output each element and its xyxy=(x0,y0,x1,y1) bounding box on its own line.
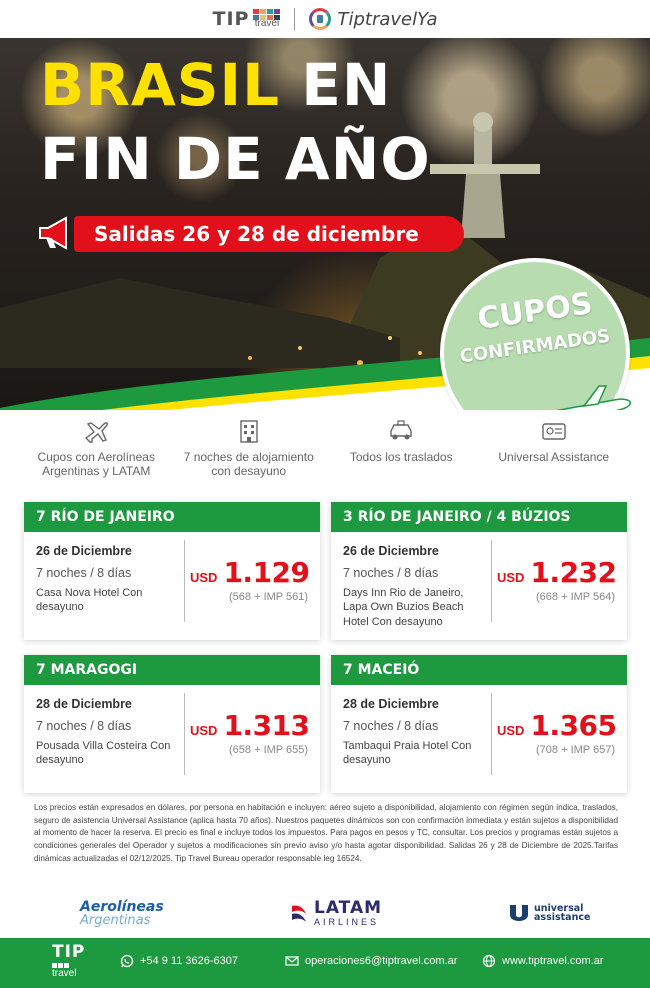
hero-banner xyxy=(0,38,650,410)
package-card[interactable] xyxy=(24,502,320,640)
hero-title-en: EN xyxy=(301,51,392,119)
badge-line1: CUPOS xyxy=(475,286,595,337)
latam-airlines-logo[interactable] xyxy=(290,895,382,931)
feature-item xyxy=(478,418,631,488)
package-body xyxy=(331,532,627,640)
package-title: 3 RÍO DE JANEIRO / 4 BÚZIOS xyxy=(331,502,627,532)
package-separator xyxy=(184,693,185,775)
header-divider xyxy=(294,8,295,30)
package-price xyxy=(497,709,623,756)
latam-mark-icon xyxy=(290,902,308,924)
feature-item xyxy=(173,418,326,488)
tip-logo-text: TIP xyxy=(212,8,250,30)
legal-disclaimer: Los precios están expresados en dólares, por persona en habitación e incluyen: aéreo sujeto a disponibilidad, alojamiento con régimen según indica, traslados, seguro de asistencia Universal Assistance (aplica hasta 70 años). Nuestros paquetes dinámicos son con confirmación inmediata y están sujetos a disponibilidad al momento de hacer la reserva. El precio es final e incluye todos los impuestos. Para pagos en pesos y TC, consultar. Los precios y programas están sujetos a condiciones generales del Operador y sujetos a modificaciones sin previo aviso y/o hasta agotar disponibilidad. Salidas 26 y 28 de Diciembre de 2025.Tarifas dinámicas actualizadas el 02/12/2025. Tip Travel Bureau operador responsable leg 16524. xyxy=(34,803,618,863)
package-card[interactable] xyxy=(331,655,627,793)
insurance-card-icon xyxy=(540,418,568,444)
car-icon xyxy=(387,418,415,444)
package-date: 28 de Diciembre xyxy=(36,697,132,711)
airplane-icon xyxy=(82,418,110,444)
tip-travel-logo[interactable] xyxy=(213,8,281,30)
package-date: 26 de Diciembre xyxy=(343,544,439,558)
feature-item xyxy=(20,418,173,488)
universal-assistance-mark-icon xyxy=(508,903,530,923)
package-body xyxy=(331,685,627,793)
email-contact[interactable] xyxy=(285,954,457,968)
latam-logo-line2: AIRLINES xyxy=(314,916,380,927)
price-value: 1.232 xyxy=(530,556,617,589)
airplane-icon xyxy=(544,382,634,410)
aerolineas-logo-line1: Aerolíneas xyxy=(80,898,164,915)
website-link[interactable] xyxy=(482,954,603,968)
tiptravelya-logo-icon xyxy=(309,8,331,30)
package-body xyxy=(24,685,320,793)
hotel-icon xyxy=(235,418,263,444)
phone-number: +54 9 11 3626-6307 xyxy=(140,955,238,967)
footer-tip-logo[interactable] xyxy=(52,944,85,979)
aerolineas-argentinas-logo[interactable] xyxy=(80,895,164,931)
ribbon-text: Salidas 26 y 28 de diciembre xyxy=(94,222,419,246)
price-currency: USD xyxy=(497,723,525,738)
package-date: 26 de Diciembre xyxy=(36,544,132,558)
package-nights: 7 noches / 8 días xyxy=(36,719,132,733)
package-separator xyxy=(491,540,492,622)
footer-logo-subtext: travel xyxy=(52,968,77,979)
package-hotel: Tambaqui Praia Hotel Con desayuno xyxy=(343,740,472,767)
tiptravelya-logo[interactable] xyxy=(309,8,437,30)
whatsapp-contact[interactable] xyxy=(120,954,238,968)
website-url: www.tiptravel.com.ar xyxy=(502,955,604,967)
ua-logo-line1: universal xyxy=(534,902,584,914)
package-nights: 7 noches / 8 días xyxy=(343,566,439,580)
price-breakdown: (568 + IMP 561) xyxy=(229,591,308,603)
package-title: 7 MACEIÓ xyxy=(331,655,627,685)
tiptravelya-logo-text: TiptravelYa xyxy=(337,8,438,30)
price-breakdown: (708 + IMP 657) xyxy=(536,744,615,756)
package-date: 28 de Diciembre xyxy=(343,697,439,711)
feature-text: Todos los traslados xyxy=(349,450,453,464)
price-breakdown: (658 + IMP 655) xyxy=(229,744,308,756)
email-icon xyxy=(285,954,299,968)
hero-title-line2: FIN DE AÑO xyxy=(40,125,431,193)
price-value: 1.129 xyxy=(223,556,310,589)
package-card[interactable] xyxy=(24,655,320,793)
package-card[interactable] xyxy=(331,502,627,640)
package-hotel: Days Inn Rio de Janeiro, Lapa Own Buzios Beach Hotel Con desayuno xyxy=(343,587,464,628)
package-price xyxy=(190,709,316,756)
megaphone-icon xyxy=(34,212,76,254)
top-header xyxy=(0,0,650,38)
package-body xyxy=(24,532,320,640)
feature-text: 7 noches de alojamiento con desayuno xyxy=(183,450,314,479)
price-value: 1.313 xyxy=(223,709,310,742)
price-currency: USD xyxy=(497,570,525,585)
whatsapp-icon xyxy=(120,954,134,968)
footer-logo-text: TIP xyxy=(52,942,86,962)
package-title: 7 RÍO DE JANEIRO xyxy=(24,502,320,532)
package-separator xyxy=(491,693,492,775)
price-value: 1.365 xyxy=(530,709,617,742)
ua-logo-line2: assistance xyxy=(534,912,591,923)
feature-item xyxy=(325,418,478,488)
badge-line2: CONFIRMADOS xyxy=(458,325,612,368)
feature-text: Cupos con Aerolíneas Argentinas y LATAM xyxy=(37,450,155,479)
price-currency: USD xyxy=(190,570,218,585)
globe-icon xyxy=(482,954,496,968)
package-separator xyxy=(184,540,185,622)
package-nights: 7 noches / 8 días xyxy=(343,719,439,733)
price-currency: USD xyxy=(190,723,218,738)
package-hotel: Pousada Villa Costeira Con desayuno xyxy=(36,740,171,767)
package-price xyxy=(497,556,623,603)
price-breakdown: (668 + IMP 564) xyxy=(536,591,615,603)
latam-logo-line1: LATAM xyxy=(314,897,383,918)
package-price xyxy=(190,556,316,603)
package-hotel: Casa Nova Hotel Con desayuno xyxy=(36,587,143,614)
feature-text: Universal Assistance xyxy=(498,450,610,464)
hero-title-line1 xyxy=(40,51,392,119)
universal-assistance-logo[interactable] xyxy=(508,895,590,931)
partner-logos xyxy=(0,895,650,931)
hero-title-brasil: BRASIL xyxy=(40,51,281,119)
email-address: operaciones6@tiptravel.com.ar xyxy=(305,955,458,967)
features-row xyxy=(20,418,630,488)
tip-logo-subtext: travel xyxy=(254,18,280,29)
aerolineas-logo-line2: Argentinas xyxy=(80,912,151,928)
footer-bar xyxy=(0,938,650,988)
package-title: 7 MARAGOGI xyxy=(24,655,320,685)
package-nights: 7 noches / 8 días xyxy=(36,566,132,580)
